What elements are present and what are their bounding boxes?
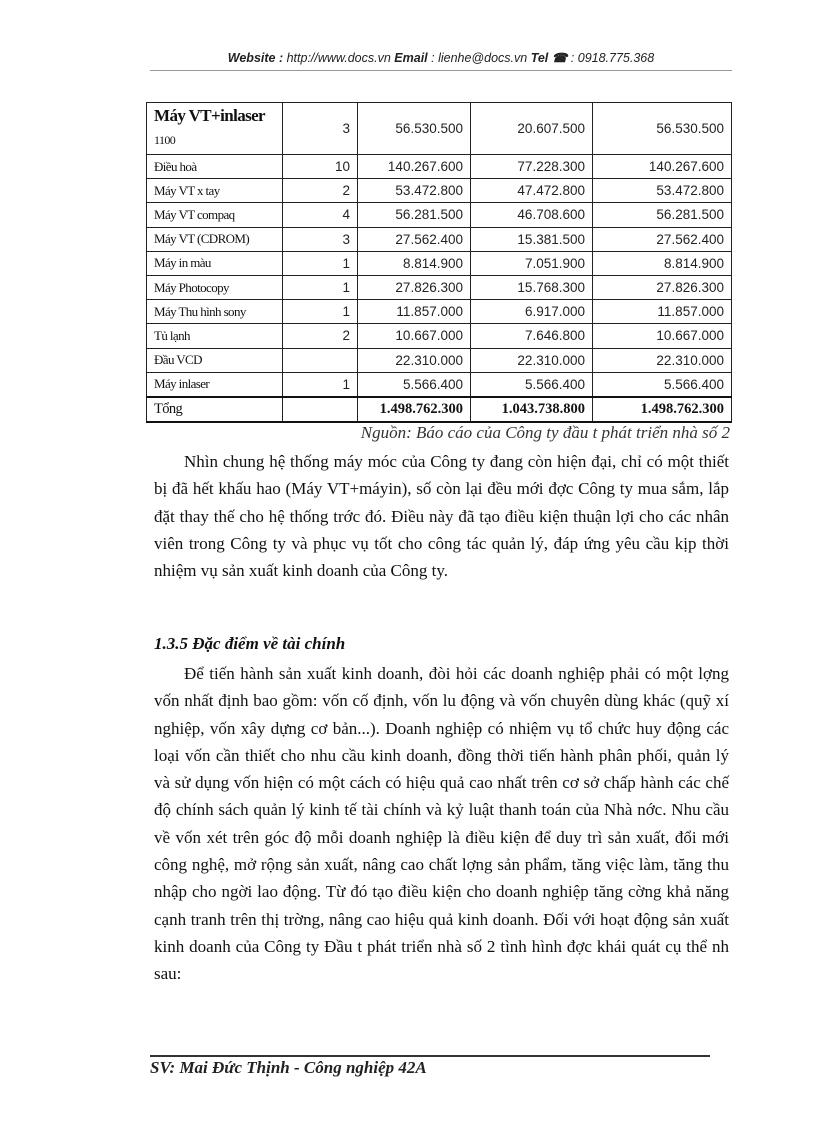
asset-name: Máy in màu [154,255,211,271]
value-cell: 27.562.400 [593,227,732,251]
asset-name-cell [147,324,283,348]
asset-name-cell [147,251,283,275]
residual-value-cell: 47.472.800 [471,179,593,203]
quantity-cell: 4 [283,203,358,227]
residual-value-cell: 15.381.500 [471,227,593,251]
value-cell: 10.667.000 [593,324,732,348]
asset-name: Đầu VCD [154,352,202,368]
original-value-cell: 27.826.300 [358,275,471,299]
asset-name: Máy Photocopy [154,279,229,295]
asset-name: Máy inlaser [154,376,210,392]
table-row [147,179,732,203]
total-residual: 1.043.738.800 [471,397,593,422]
table-row [147,275,732,299]
quantity-cell: 1 [283,372,358,397]
residual-value-cell: 77.228.300 [471,155,593,179]
residual-value-cell: 5.566.400 [471,372,593,397]
original-value-cell: 5.566.400 [358,372,471,397]
original-value-cell: 22.310.000 [358,348,471,372]
website-url: http://www.docs.vn [283,51,395,65]
asset-name-cell [147,203,283,227]
original-value-cell: 56.281.500 [358,203,471,227]
residual-value-cell: 7.646.800 [471,324,593,348]
total-value: 1.498.762.300 [593,397,732,422]
residual-value-cell: 15.768.300 [471,275,593,299]
asset-name-cell [147,275,283,299]
value-cell: 140.267.600 [593,155,732,179]
original-value-cell: 10.667.000 [358,324,471,348]
table-row [147,348,732,372]
quantity-cell: 2 [283,324,358,348]
value-cell: 53.472.800 [593,179,732,203]
original-value-cell: 11.857.000 [358,300,471,324]
asset-name-cell [147,348,283,372]
paragraph-finance: Để tiến hành sản xuất kinh doanh, đòi hỏi các doanh nghiệp phải có một lợng vốn nhất định bao gồm: vốn cố định, vốn lu động và vốn chuyên dùng khác (quỹ xí nghiệp, vốn xây dựng cơ bản...). Doanh nghiệp có nhiệm vụ tổ chức huy động các loại vốn cần thiết cho nhu cầu kinh doanh, đồng thời tiến hành phân phối, quản lý và sử dụng vốn hiện có một cách có hiệu quả cao nhất trên cơ sở chấp hành các chế độ chính sách quản lý kinh tế tài chính và kỷ luật thanh toán của Nhà nớc. Nhu cầu về vốn xét trên góc độ mỗi doanh nghiệp là điều kiện để duy trì sản xuất, đổi mới công nghệ, mở rộng sản xuất, nâng cao chất lợng sản phẩm, tăng việc làm, tăng thu nhập cho ngời lao động. Từ đó tạo điều kiện cho doanh nghiệp tăng cờng khả năng cạnh tranh trên thị trờng, nâng cao hiệu quả kinh doanh. Đối với hoạt động sản xuất kinh doanh của Công ty Đầu t phát triển nhà số 2 tình hình đợc khái quát cụ thể nh sau: [154,664,729,984]
quantity-cell: 2 [283,179,358,203]
quantity-cell: 3 [283,103,358,155]
quantity-cell: 1 [283,275,358,299]
quantity-cell [283,348,358,372]
value-cell: 27.826.300 [593,275,732,299]
quantity-cell: 3 [283,227,358,251]
table-row [147,227,732,251]
page-header [150,50,732,65]
asset-name: Máy VT (CDROM) [154,231,250,247]
original-value-cell: 56.530.500 [358,103,471,155]
asset-name-cell [147,103,283,155]
email-address: : lienhe@docs.vn [427,51,531,65]
original-value-cell: 53.472.800 [358,179,471,203]
quantity-cell: 1 [283,251,358,275]
residual-value-cell: 7.051.900 [471,251,593,275]
asset-name: Tủ lạnh [154,327,190,343]
table-row [147,300,732,324]
footer-divider [150,1055,710,1057]
table-source: Nguồn: Báo cáo của Công ty đầu t phát triển nhà số 2 [360,423,730,442]
original-value-cell: 8.814.900 [358,251,471,275]
asset-name: Máy VT compaq [154,206,235,222]
tel-number: : 0918.775.368 [567,51,655,65]
total-original: 1.498.762.300 [358,397,471,422]
original-value-cell: 140.267.600 [358,155,471,179]
paragraph-equipment: Nhìn chung hệ thống máy móc của Công ty đang còn hiện đại, chỉ có một thiết bị đã hết khấu hao (Máy VT+máyin), số còn lại đều mới đợc Công ty mua sắm, lắp đặt thay thế cho hệ thống trớc đó. Điều này đã tạo điều kiện thuận lợi cho các nhân viên trong Công ty và phục vụ tốt cho công tác quản lý, đáp ứng yêu cầu kịp thời nhiệm vụ sản xuất kinh doanh của Công ty. [154,452,729,581]
total-label: Tổng [147,397,283,422]
tel-label: Tel ☎ [530,51,568,65]
page-footer: SV: Mai Đức Thịnh - Công nghiệp 42A [150,1058,427,1077]
header-divider [150,70,732,71]
residual-value-cell: 6.917.000 [471,300,593,324]
asset-name: Máy VT+inlaser [154,106,265,125]
residual-value-cell: 46.708.600 [471,203,593,227]
total-quantity [283,397,358,422]
table-row [147,324,732,348]
asset-name-cell [147,372,283,397]
residual-value-cell: 20.607.500 [471,103,593,155]
table-total-row [147,397,732,422]
table-row [147,251,732,275]
original-value-cell: 27.562.400 [358,227,471,251]
asset-name-cell [147,300,283,324]
value-cell: 5.566.400 [593,372,732,397]
value-cell: 11.857.000 [593,300,732,324]
asset-name-cell [147,155,283,179]
table-row [147,203,732,227]
asset-name: Máy Thu hình sony [154,303,246,319]
quantity-cell: 10 [283,155,358,179]
email-label: Email [394,51,428,65]
value-cell: 8.814.900 [593,251,732,275]
table-row [147,103,732,155]
residual-value-cell: 22.310.000 [471,348,593,372]
table-row [147,372,732,397]
table-row [147,155,732,179]
value-cell: 22.310.000 [593,348,732,372]
asset-name: Điều hoà [154,158,197,174]
assets-table-body [147,103,732,422]
value-cell: 56.530.500 [593,103,732,155]
assets-table [146,102,732,423]
quantity-cell: 1 [283,300,358,324]
section-heading: 1.3.5 Đặc điểm về tài chính [154,634,346,653]
asset-name-sub: 1100 [154,133,176,147]
asset-name-cell [147,227,283,251]
website-label: Website : [227,51,284,65]
asset-name-cell [147,179,283,203]
asset-name: Máy VT x tay [154,182,220,198]
value-cell: 56.281.500 [593,203,732,227]
